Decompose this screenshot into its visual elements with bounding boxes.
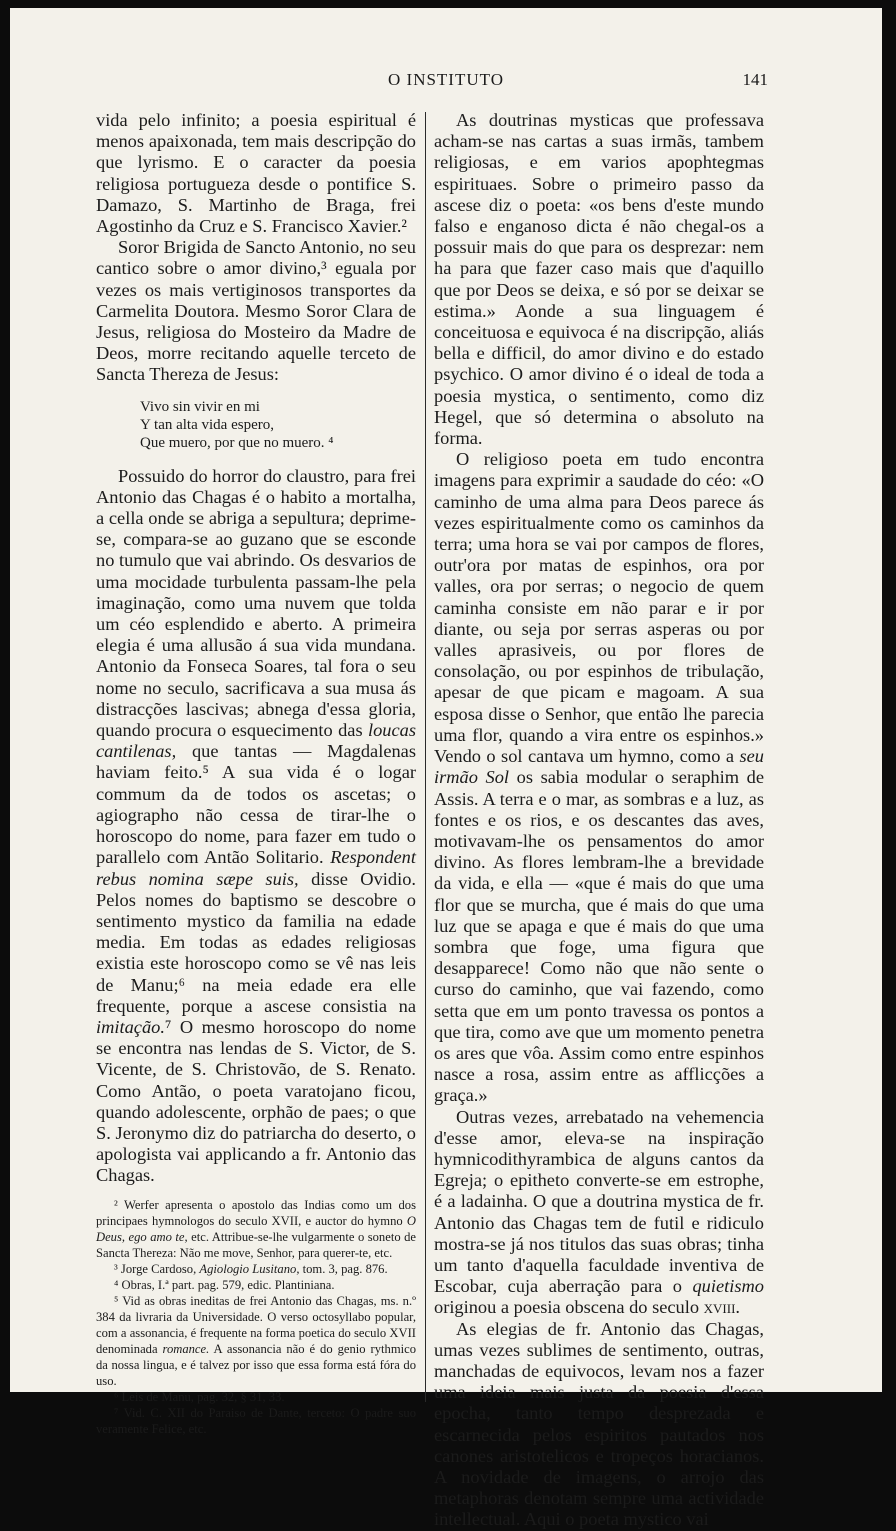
verse-quote	[140, 398, 416, 452]
footnote: ⁴ Obras, I.ª part. pag. 579, edic. Plantiniana.	[114, 1277, 335, 1292]
verse-line: Vivo sin vivir en mi	[140, 398, 260, 415]
verse-line: Y tan alta vida espero,	[140, 416, 274, 433]
page-number: 141	[742, 70, 768, 89]
running-title: O INSTITUTO	[388, 70, 504, 89]
paragraph: Outras vezes, arrebatado na vehemencia d'esse amor, eleva-se na inspiração hymnicodithyrambica de alguns cantos da Egreja; o epitheto converte-se em estrophe, é a ladainha. O que a doutrina mystica de fr. Antonio das Chagas tem de futil e ridiculo mostra-se já nos titulos das suas obras; tinha um tanto d'aquella faculdade inventiva de Escobar, cuja aberração para o quietismo originou a poesia obscena do seculo xviii.	[434, 1106, 764, 1318]
running-header	[10, 70, 882, 96]
paragraph: As elegias de fr. Antonio das Chagas, umas vezes sublimes de sentimento, outras, manchadas de equivocos, levam nos a fazer uma ideia mais justa da poesia d'essa epocha, tanto tempo desprezada e escarnecida pelos espiritos pautados nos canones aristotelicos e tropeços horacianos. A novidade de imagens, o arrojo das metaphoras denotam sempre uma actividade intellectual. Aqui o poeta mystico vai	[434, 1318, 764, 1530]
paragraph: Possuido do horror do claustro, para frei Antonio das Chagas é o habito a mortalha, a cella onde se abriga a sepultura; deprime-se, compara-se ao guzano que se esconde no tumulo que vai abrindo. Os desvarios de uma mocidade turbulenta passam-lhe pela imaginação, como uma nuvem que tolda um céo esplendido e aberto. A primeira elegia é uma allusão á sua vida mundana. Antonio da Fonseca Soares, tal fora o seu nome no seculo, sacrificava a sua musa ás distracções lascivas; abnega d'essa gloria, quando procura o esquecimento das loucas cantilenas, que tantas — Magdalenas haviam feito.⁵ A sua vida é o logar commum da de todos os ascetas; o agiographo não cessa de tirar-lhe o horoscopo do nome, para fazer em tudo o parallelo com Antão Solitario. Respondent rebus nomina sæpe suis, disse Ovidio. Pelos nomes do baptismo se descobre o sentimento mystico da familia na edade media. Em todas as edades religiosas existia este horoscopo como se vê nas leis de Manu;⁶ na meia edade era elle frequente, porque a ascese consistia na imitação.⁷ O mesmo horoscopo do nome se encontra nas lendas de S. Victor, de S. Vicente, de S. Christovão, de S. Renato. Como Antão, o poeta varatojano ficou, quando adolescente, orphão de paes; o que S. Jeronymo diz do patriarcha do deserto, o apologista vai applicando a fr. Antonio das Chagas.	[96, 465, 416, 1186]
paragraph: Soror Brigida de Sancto Antonio, no seu cantico sobre o amor divino,³ eguala por vezes os mais vertiginosos transportes da Carmelita Doutora. Mesmo Soror Clara de Jesus, religiosa do Mosteiro da Madre de Deos, morre recitando aquelle terceto de Sancta Thereza de Jesus:	[96, 237, 416, 385]
footnote: ⁷ Vid. C. XII do Paraiso de Dante, terceto: O padre suo veramente Felice, etc.	[96, 1405, 416, 1436]
paragraph: O religioso poeta em tudo encontra imagens para exprimir a saudade do céo: «O caminho de uma alma para Deos parece ás vezes espiritualmente como os caminhos da terra; uma hora se vai por campos de flores, outr'ora por matas de espinhos, ora por valles, ora por serras; o negocio de quem caminha consiste em não parar e ir por diante, ou seja por serras asperas ou por valles aprasiveis, ou por flores de consolação, ou por espinhos de tribulação, apesar de que picam e magoam. A sua esposa disse o Senhor, que então lhe parecia uma flor, quando a vira entre os espinhos.» Vendo o sol cantava um hymno, como a seu irmão Sol os sabia modular o seraphim de Assis. A terra e o mar, as sombras e a luz, as fontes e os rios, e os descantes das aves, motivavam-lhe os pensamentos do amor divino. As flores lembram-lhe a brevidade da vida, e ella — «que é mais do que uma flor que se murcha, que é mais do que uma luz que se apaga e que é mais do que uma sombra que foge, uma figura que desapparece! Como não que não sente o curso do caminho, que vai fazendo, como setta que em um ponto travessa os pontos a que tira, como ave que um momento penetra os ares que vôa. Assim como entre espinhos nasce a rosa, assim entre as afflicções a graça.»	[434, 449, 764, 1106]
paragraph: vida pelo infinito; a poesia espiritual é menos apaixonada, tem mais descripção do que lyrismo. E o caracter da poesia religiosa portugueza desde o pontifice S. Damazo, S. Martinho de Braga, frei Agostinho da Cruz e S. Francisco Xavier.²	[96, 110, 416, 237]
right-column	[434, 110, 764, 1531]
footnote: ² Werfer apresenta o apostolo das Indias como um dos principaes hymnologos do seculo XVII, e auctor do hymno O Deus, ego amo te, etc. Attribue-se-lhe vulgarmente o soneto de Sancta Thereza: Não me move, Senhor, para querer-te, etc.	[96, 1197, 416, 1260]
footnote: ³ Jorge Cardoso, Agiologio Lusitano, tom. 3, pag. 876.	[114, 1261, 388, 1276]
footnotes	[96, 1197, 416, 1437]
footnote: ⁵ Vid as obras ineditas de frei Antonio das Chagas, ms. n.º 384 da livraria da Universidade. O verso octosyllabo popular, com a assonancia, é frequente na forma poetica do seculo XVII denominada romance. A assonancia não é do genio rythmico da nossa lingua, e é talvez por isso que essa forma está fóra do uso.	[96, 1293, 417, 1388]
left-column	[96, 110, 416, 1437]
verse-line: Que muero, por que no muero. ⁴	[140, 434, 334, 451]
page	[10, 8, 882, 1530]
column-divider	[425, 112, 426, 1402]
paragraph: As doutrinas mysticas que professava acham-se nas cartas a suas irmãs, tambem religiosas, e em varios apophtegmas espirituaes. Sobre o primeiro passo da ascese diz o poeta: «os bens d'este mundo falso e enganoso dicta é não chegal-os a possuir mais do que para os desprezar: nem ha para que fazer caso mais que d'aquillo que por Deos se deixa, e só por se deixar se estima.» Aonde a sua linguagem é conceituosa e equivoca é na discripção, aliás bella e difficil, do amor divino e do estado psychico. O amor divino é o ideal de toda a poesia mystica, o sentimento, como diz Hegel, que só determina o absoluto na forma.	[434, 110, 764, 449]
footnote: ⁶ Leis de Manu, pag. 32, § 31, 33.	[114, 1389, 285, 1404]
